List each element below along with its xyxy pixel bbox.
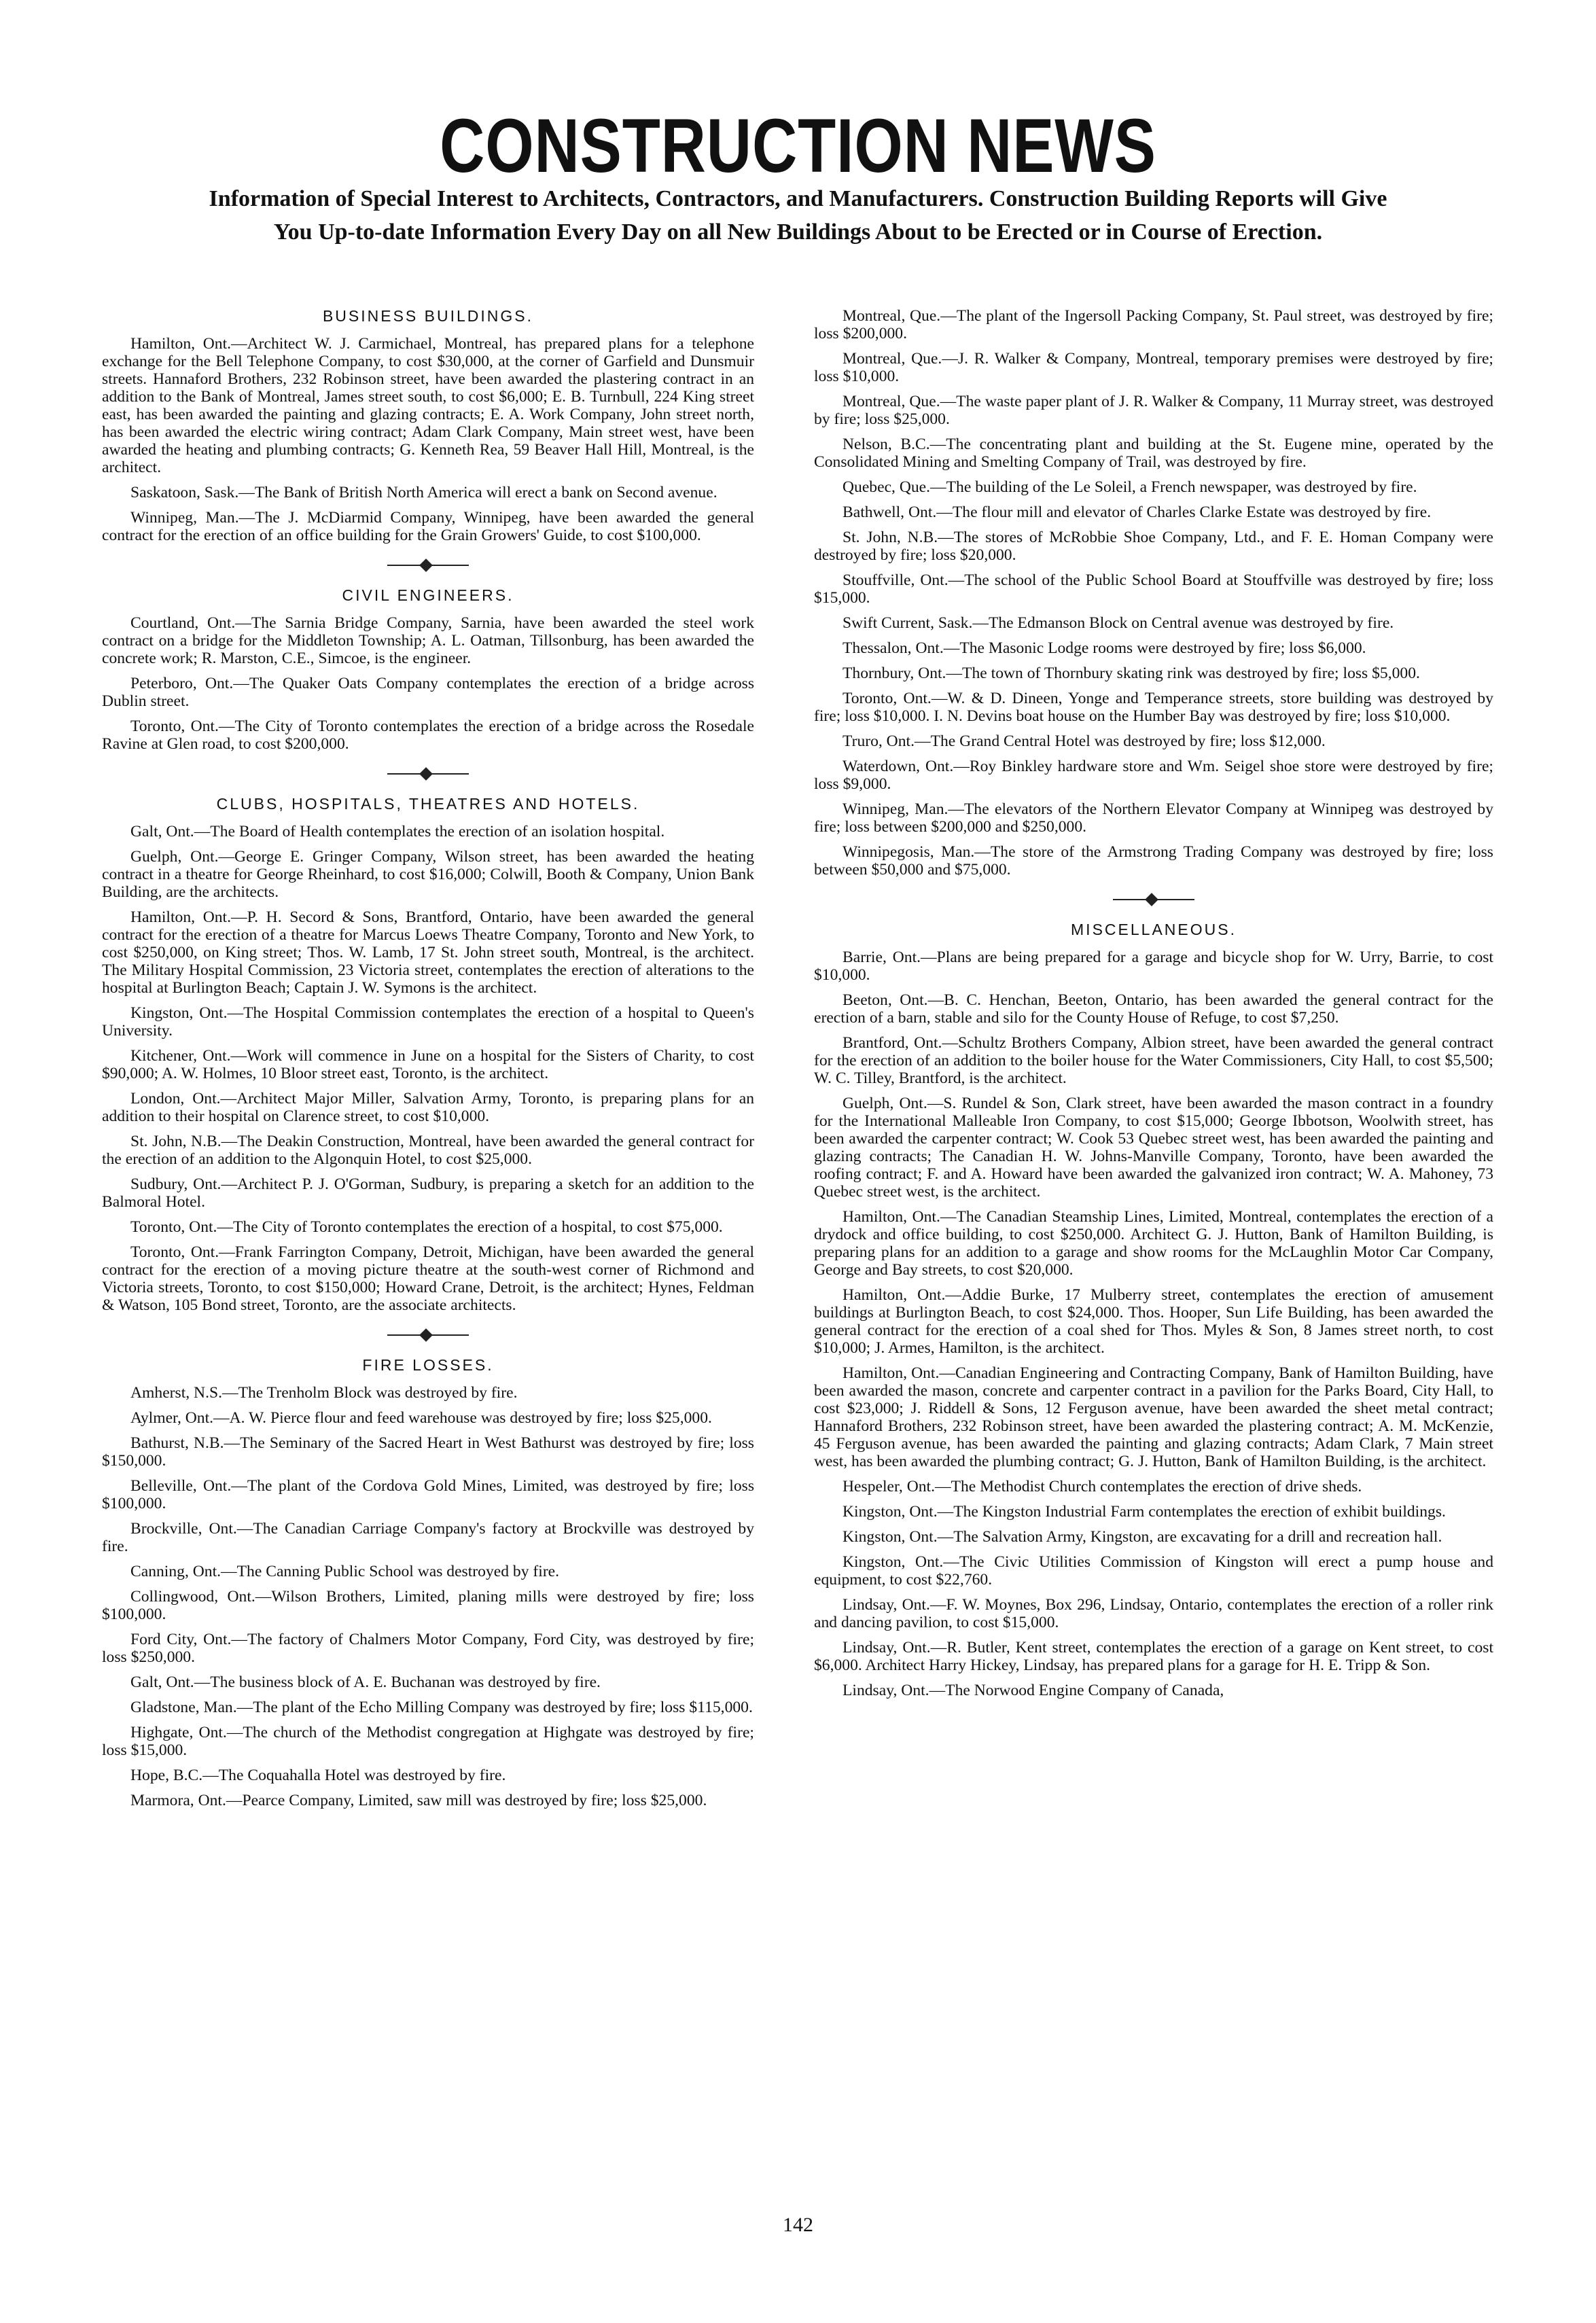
news-item: Hamilton, Ont.—Addie Burke, 17 Mulberry street, contemplates the erection of amusement buildings at Burlington Beach, to cost $24,000. Thos. Hooper, Sun Life Building, has been awarded the general contract for the erection of a coal shed for Thos. Myles & Son, 8 James street north, to cost $10,000; J. Armes, Hamilton, is the architect. xyxy=(814,1286,1493,1357)
news-item: Ford City, Ont.—The factory of Chalmers Motor Company, Ford City, was destroyed by fire; loss $250,000. xyxy=(102,1631,754,1666)
divider-ornament xyxy=(102,768,754,775)
news-item: Montreal, Que.—The plant of the Ingersoll Packing Company, St. Paul street, was destroyed by fire; loss $200,000. xyxy=(814,307,1493,342)
news-item: Galt, Ont.—The business block of A. E. Buchanan was destroyed by fire. xyxy=(130,1673,601,1691)
news-item: Toronto, Ont.—Frank Farrington Company, Detroit, Michigan, have been awarded the general contract for the erection of a moving picture theatre at the south-west corner of Richmond and Victoria streets, Toronto, to cost $150,000; Howard Crane, Detroit, is the architect; Hynes, Feldman & Watson, 105 Bond street, Toronto, are the associate architects. xyxy=(102,1243,754,1314)
news-item: Winnipeg, Man.—The J. McDiarmid Company, Winnipeg, have been awarded the general contract for the erection of an office building for the Grain Growers' Guide, to cost $100,000. xyxy=(102,509,754,544)
news-item: Hespeler, Ont.—The Methodist Church contemplates the erection of drive sheds. xyxy=(843,1478,1362,1495)
news-item: Canning, Ont.—The Canning Public School was destroyed by fire. xyxy=(130,1563,560,1580)
news-item: Kingston, Ont.—The Hospital Commission contemplates the erection of a hospital to Queen's University. xyxy=(102,1004,754,1040)
section-heading-clubs: CLUBS, HOSPITALS, THEATRES AND HOTELS. xyxy=(216,795,640,813)
news-item: Toronto, Ont.—The City of Toronto contemplates the erection of a hospital, to cost $75,000. xyxy=(130,1218,723,1236)
page-title: CONSTRUCTION NEWS xyxy=(440,103,1156,188)
news-item: Toronto, Ont.—The City of Toronto contemplates the erection of a bridge across the Rosedale Ravine at Glen road, to cost $200,000. xyxy=(102,717,754,753)
right-column xyxy=(814,307,1493,1707)
news-item: Stouffville, Ont.—The school of the Public School Board at Stouffville was destroyed by fire; loss $15,000. xyxy=(814,571,1493,607)
news-item: Lindsay, Ont.—The Norwood Engine Company of Canada, xyxy=(843,1682,1224,1699)
news-item: Truro, Ont.—The Grand Central Hotel was destroyed by fire; loss $12,000. xyxy=(843,732,1326,750)
news-item: Guelph, Ont.—S. Rundel & Son, Clark street, have been awarded the mason contract in a foundry for the International Malleable Iron Company, to cost $15,000; George Ibbotson, Woolwith street, has been awarded the carpenter contract; W. Cook 53 Quebec street west, has been awarded the painting and glazing contracts; The Canadian H. W. Johns-Manville Company, Toronto, have been awarded the roofing contract; F. and A. Howard have been awarded the galvanized iron contract; W. A. Mahoney, 73 Quebec street west, is the architect. xyxy=(814,1095,1493,1201)
news-item: Highgate, Ont.—The church of the Methodist congregation at Highgate was destroyed by fire; loss $15,000. xyxy=(102,1724,754,1759)
section-heading-fire: FIRE LOSSES. xyxy=(362,1356,494,1374)
news-item: Gladstone, Man.—The plant of the Echo Milling Company was destroyed by fire; loss $115,000. xyxy=(130,1699,753,1716)
section-civil xyxy=(102,614,754,753)
news-item: Brockville, Ont.—The Canadian Carriage Company's factory at Brockville was destroyed by fire. xyxy=(102,1520,754,1555)
news-item: Hamilton, Ont.—P. H. Secord & Sons, Brantford, Ontario, have been awarded the general contract for the erection of a theatre for Marcus Loews Theatre Company, Toronto and New York, to cost $250,000, on King street; Thos. W. Lamb, 17 St. John street south, Montreal, is the architect. The Military Hospital Commission, 23 Victoria street, contemplates the erection of alterations to the hospital at Burlington Beach; Captain J. W. Symons is the architect. xyxy=(102,908,754,997)
news-item: Brantford, Ont.—Schultz Brothers Company, Albion street, have been awarded the general contract for the erection of an addition to the boiler house for the Water Commissioners, City Hall, to cost $5,500; W. C. Tilley, Brantford, is the architect. xyxy=(814,1034,1493,1087)
news-item: Guelph, Ont.—George E. Gringer Company, Wilson street, has been awarded the heating contract in a theatre for George Rheinhard, to cost $16,000; Colwill, Booth & Company, Union Bank Building, are the architects. xyxy=(102,848,754,901)
news-item: Sudbury, Ont.—Architect P. J. O'Gorman, Sudbury, is preparing a sketch for an addition to the Balmoral Hotel. xyxy=(102,1175,754,1211)
news-item: Galt, Ont.—The Board of Health contemplates the erection of an isolation hospital. xyxy=(130,823,665,840)
news-item: Nelson, B.C.—The concentrating plant and building at the St. Eugene mine, operated by the Consolidated Mining and Smelting Company of Trail, was destroyed by fire. xyxy=(814,436,1493,471)
section-heading-civil: CIVIL ENGINEERS. xyxy=(342,586,514,604)
news-item: Thornbury, Ont.—The town of Thornbury skating rink was destroyed by fire; loss $5,000. xyxy=(843,664,1420,682)
news-item: Winnipeg, Man.—The elevators of the Northern Elevator Company at Winnipeg was destroyed by fire; loss between $200,000 and $250,000. xyxy=(814,800,1493,836)
section-fire-continued xyxy=(814,307,1493,879)
news-item: Aylmer, Ont.—A. W. Pierce flour and feed warehouse was destroyed by fire; loss $25,000. xyxy=(130,1409,712,1427)
page-number: 142 xyxy=(783,2214,813,2236)
news-item: Hamilton, Ont.—Canadian Engineering and Contracting Company, Bank of Hamilton Building, have been awarded the mason, concrete and carpenter contract in a pavilion for the Parks Board, City Hall, to cost $23,000; J. Riddell & Sons, 12 Ferguson avenue, have been awarded the sheet metal contract; Hannaford Brothers, 232 Robinson street, have been awarded the plastering contract; A. M. McKenzie, 45 Ferguson avenue, has been awarded the painting and glazing contracts; Adam Clark, 7 Main street west, has been awarded the plumbing contract; G. J. Hutton, Bank of Hamilton Building, is the architect. xyxy=(814,1364,1493,1470)
divider-ornament xyxy=(102,559,754,566)
news-item: Peterboro, Ont.—The Quaker Oats Company contemplates the erection of a bridge across Dublin street. xyxy=(102,675,754,710)
news-item: Waterdown, Ont.—Roy Binkley hardware store and Wm. Seigel shoe store were destroyed by fire; loss $9,000. xyxy=(814,758,1493,793)
news-item: Thessalon, Ont.—The Masonic Lodge rooms were destroyed by fire; loss $6,000. xyxy=(843,639,1366,657)
section-clubs xyxy=(102,823,754,1314)
divider-ornament xyxy=(814,893,1493,900)
news-item: Kitchener, Ont.—Work will commence in June on a hospital for the Sisters of Charity, to cost $90,000; A. W. Holmes, 10 Bloor street east, Toronto, is the architect. xyxy=(102,1047,754,1082)
divider-ornament xyxy=(102,1329,754,1336)
news-item: Beeton, Ont.—B. C. Henchan, Beeton, Ontario, has been awarded the general contract for the erection of a barn, stable and silo for the County House of Refuge, to cost $7,250. xyxy=(814,991,1493,1027)
news-item: Marmora, Ont.—Pearce Company, Limited, saw mill was destroyed by fire; loss $25,000. xyxy=(130,1792,707,1809)
news-item: St. John, N.B.—The stores of McRobbie Shoe Company, Ltd., and F. E. Homan Company were destroyed by fire; loss $20,000. xyxy=(814,529,1493,564)
news-item: Hamilton, Ont.—Architect W. J. Carmichael, Montreal, has prepared plans for a telephone exchange for the Bell Telephone Company, to cost $30,000, at the corner of Garfield and Dunsmuir streets. Hannaford Brothers, 232 Robinson street, have been awarded the plastering contract in an addition to the Bank of Montreal, James street south, to cost $6,000; E. B. Turnbull, 224 King street east, has been awarded the painting and glazing contracts; E. A. Work Company, John street north, has been awarded the electric wiring contract; Adam Clark Company, Main street west, have been awarded the heating and plumbing contracts; G. Kenneth Rea, 59 Beaver Hall Hill, Montreal, is the architect. xyxy=(102,335,754,476)
news-item: Winnipegosis, Man.—The store of the Armstrong Trading Company was destroyed by fire; loss between $50,000 and $75,000. xyxy=(814,843,1493,879)
section-misc xyxy=(814,948,1493,1699)
news-item: Barrie, Ont.—Plans are being prepared for a garage and bicycle shop for W. Urry, Barrie, to cost $10,000. xyxy=(814,948,1493,984)
news-item: St. John, N.B.—The Deakin Construction, Montreal, have been awarded the general contract for the erection of an addition to the Algonquin Hotel, to cost $25,000. xyxy=(102,1133,754,1168)
news-item: Belleville, Ont.—The plant of the Cordova Gold Mines, Limited, was destroyed by fire; loss $100,000. xyxy=(102,1477,754,1512)
news-item: Montreal, Que.—The waste paper plant of J. R. Walker & Company, 11 Murray street, was destroyed by fire; loss $25,000. xyxy=(814,393,1493,428)
news-item: Bathurst, N.B.—The Seminary of the Sacred Heart in West Bathurst was destroyed by fire; loss $150,000. xyxy=(102,1434,754,1470)
news-item: Hamilton, Ont.—The Canadian Steamship Lines, Limited, Montreal, contemplates the erection of a drydock and office building, to cost $250,000. Architect G. J. Hutton, Bank of Hamilton Building, is preparing plans for an addition to a garage and show rooms for the McLaughlin Motor Car Company, George and Bay streets, to cost $20,000. xyxy=(814,1208,1493,1279)
news-item: Lindsay, Ont.—F. W. Moynes, Box 296, Lindsay, Ontario, contemplates the erection of a roller rink and dancing pavilion, to cost $15,000. xyxy=(814,1596,1493,1631)
news-item: Swift Current, Sask.—The Edmanson Block on Central avenue was destroyed by fire. xyxy=(843,614,1394,632)
news-item: Montreal, Que.—J. R. Walker & Company, Montreal, temporary premises were destroyed by fire; loss $10,000. xyxy=(814,350,1493,385)
news-item: Saskatoon, Sask.—The Bank of British North America will erect a bank on Second avenue. xyxy=(130,484,717,501)
news-item: Amherst, N.S.—The Trenholm Block was destroyed by fire. xyxy=(130,1384,518,1402)
page-subtitle: Information of Special Interest to Architects, Contractors, and Manufacturers. Construction Building Reports will Give You Up-to-date Information Every Day on all New Buildings About to be Erected or in Course of Erection. xyxy=(209,186,1387,245)
news-item: Kingston, Ont.—The Civic Utilities Commission of Kingston will erect a pump house and equipment, to cost $22,760. xyxy=(814,1553,1493,1589)
news-item: Toronto, Ont.—W. & D. Dineen, Yonge and Temperance streets, store building was destroyed by fire; loss $10,000. I. N. Devins boat house on the Humber Bay was destroyed by fire; loss $10,000. xyxy=(814,690,1493,725)
news-item: Kingston, Ont.—The Kingston Industrial Farm contemplates the erection of exhibit buildings. xyxy=(843,1503,1446,1521)
news-item: Bathwell, Ont.—The flour mill and elevator of Charles Clarke Estate was destroyed by fire. xyxy=(843,503,1432,521)
section-heading-misc: MISCELLANEOUS. xyxy=(1071,921,1237,938)
news-item: Kingston, Ont.—The Salvation Army, Kingston, are excavating for a drill and recreation hall. xyxy=(843,1528,1442,1546)
section-business xyxy=(102,335,754,544)
news-item: Courtland, Ont.—The Sarnia Bridge Company, Sarnia, have been awarded the steel work contract on a bridge for the Middleton Township; A. L. Oatman, Tillsonburg, has been awarded the concrete work; R. Marston, C.E., Simcoe, is the engineer. xyxy=(102,614,754,667)
left-column xyxy=(102,307,754,1817)
section-fire xyxy=(102,1384,754,1809)
news-item: Lindsay, Ont.—R. Butler, Kent street, contemplates the erection of a garage on Kent street, to cost $6,000. Architect Harry Hickey, Lindsay, has prepared plans for a garage for H. E. Tripp & Son. xyxy=(814,1639,1493,1674)
news-item: London, Ont.—Architect Major Miller, Salvation Army, Toronto, is preparing plans for an addition to their hospital on Clarence street, to cost $10,000. xyxy=(102,1090,754,1125)
news-item: Hope, B.C.—The Coquahalla Hotel was destroyed by fire. xyxy=(130,1767,506,1784)
news-item: Collingwood, Ont.—Wilson Brothers, Limited, planing mills were destroyed by fire; loss $100,000. xyxy=(102,1588,754,1623)
section-heading-business: BUSINESS BUILDINGS. xyxy=(322,307,534,325)
news-item: Quebec, Que.—The building of the Le Soleil, a French newspaper, was destroyed by fire. xyxy=(843,478,1417,496)
